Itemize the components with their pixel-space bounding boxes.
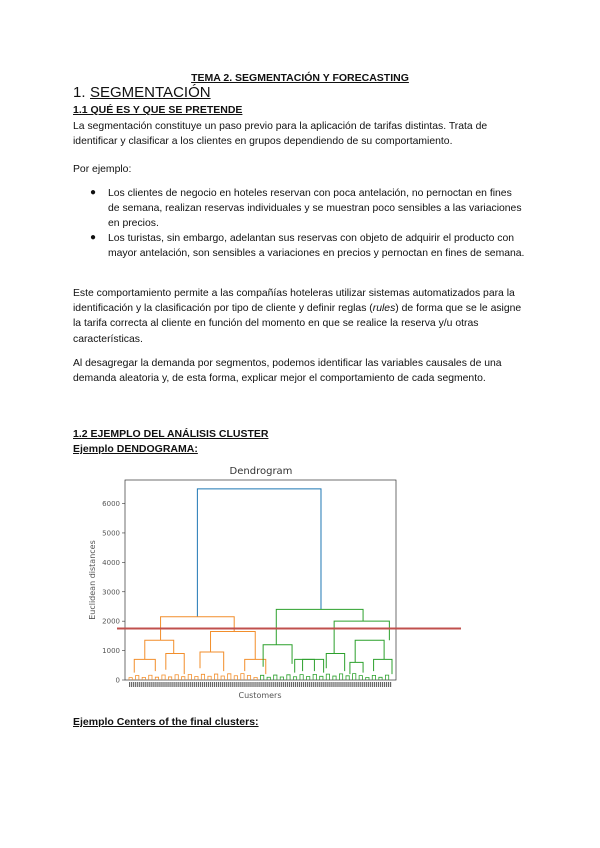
leaf-link: [175, 675, 178, 680]
dendrogram-links: [134, 489, 392, 674]
leaf-label-mark: [137, 682, 138, 687]
leaf-label-mark: [194, 682, 195, 687]
leaf-label-mark: [303, 682, 304, 687]
y-axis: [102, 500, 125, 684]
leaf-link: [293, 677, 296, 680]
leaf-label-mark: [135, 682, 136, 687]
leaf-label-mark: [287, 682, 288, 687]
leaf-label-mark: [388, 682, 389, 687]
leaf-label-mark: [238, 682, 239, 687]
example-lead: Por ejemplo:: [73, 164, 132, 175]
leaf-label-mark: [204, 682, 205, 687]
leaf-label-mark: [230, 682, 231, 687]
leaf-label-mark: [305, 682, 306, 687]
leaf-link: [353, 674, 356, 680]
leaf-label-mark: [176, 682, 177, 687]
leaf-label-mark: [333, 682, 334, 687]
leaf-label-mark: [244, 682, 245, 687]
leaf-label-mark: [214, 682, 215, 687]
leaf-label-mark: [382, 682, 383, 687]
leaf-label-mark: [362, 682, 363, 687]
dendrogram-link: [263, 645, 292, 667]
bullet-icon: ●: [90, 187, 97, 198]
dendrogram-chart: [85, 458, 465, 703]
leaf-label-mark: [165, 682, 166, 687]
leaf-label-mark: [256, 682, 257, 687]
leaf-link: [333, 676, 336, 680]
leaf-label-mark: [301, 682, 302, 687]
bullet-item-business: Los clientes de negocio en hoteles reservan con poca antelación, no pernoctan en fines de semana, realizan reservas individuales y se muestran poco sensibles a las variaciones en precios.: [108, 188, 522, 230]
leaf-label-mark: [131, 682, 132, 687]
leaf-label-mark: [212, 682, 213, 687]
leaf-label-mark: [141, 682, 142, 687]
leaf-label-mark: [368, 682, 369, 687]
leaf-link: [300, 675, 303, 680]
leaf-label-mark: [171, 682, 172, 687]
dendrogram-link: [197, 489, 321, 617]
leaf-link: [234, 676, 237, 680]
leaf-label-mark: [190, 682, 191, 687]
subsection-title-1-1: 1.1 QUÉ ES Y QUE SE PRETENDE: [73, 104, 243, 116]
subsection-title-1-2: 1.2 EJEMPLO DEL ANÁLISIS CLUSTER: [73, 428, 269, 440]
leaf-label-mark: [295, 682, 296, 687]
section-number: 1.: [73, 84, 86, 101]
leaf-label-mark: [200, 682, 201, 687]
leaf-label-mark: [297, 682, 298, 687]
leaf-label-mark: [285, 682, 286, 687]
leaf-link: [221, 676, 224, 680]
dendrogram-link: [200, 652, 224, 671]
document-title: TEMA 2. SEGMENTACIÓN Y FORECASTING: [191, 72, 409, 84]
leaf-link: [241, 674, 244, 680]
leaf-label-mark: [222, 682, 223, 687]
leaf-label-mark: [293, 682, 294, 687]
leaf-link: [261, 675, 264, 680]
rules-term: rules: [372, 303, 396, 315]
leaf-label-mark: [153, 682, 154, 687]
section-title: SEGMENTACIÓN: [90, 84, 211, 101]
leaf-label-mark: [218, 682, 219, 687]
leaf-label-mark: [372, 682, 373, 687]
leaf-label-mark: [263, 682, 264, 687]
leaf-label-mark: [319, 682, 320, 687]
leaf-link: [182, 677, 185, 680]
dendrogram-link: [145, 640, 174, 659]
leaf-label-mark: [246, 682, 247, 687]
leaf-label-mark: [234, 682, 235, 687]
leaf-label-mark: [159, 682, 160, 687]
leaf-label-mark: [390, 682, 391, 687]
leaf-label-mark: [149, 682, 150, 687]
leaf-link: [247, 676, 250, 680]
leaf-label-mark: [129, 682, 130, 687]
leaf-label-mark: [236, 682, 237, 687]
leaf-label-mark: [343, 682, 344, 687]
leaf-label-mark: [240, 682, 241, 687]
leaf-label-mark: [352, 682, 353, 687]
leaf-label-mark: [279, 682, 280, 687]
leaf-link: [280, 677, 283, 680]
leaf-label-mark: [283, 682, 284, 687]
y-tick-label: 6000: [102, 500, 120, 509]
leaf-link: [366, 678, 369, 680]
leaf-label-mark: [139, 682, 140, 687]
dendrogram-link: [350, 662, 363, 674]
dendrogram-link: [303, 659, 324, 672]
intro-paragraph: La segmentación constituye un paso previo para la aplicación de tarifas distintas. Trata de identificar y clasificar a los clientes en grupos dependiendo de su comportamiento.: [73, 121, 488, 148]
leaf-label-mark: [174, 682, 175, 687]
leaf-label-mark: [210, 682, 211, 687]
leaf-link: [287, 675, 290, 680]
leaf-link: [267, 677, 270, 680]
leaf-link: [136, 675, 139, 680]
leaf-label-mark: [309, 682, 310, 687]
leaf-label-mark: [147, 682, 148, 687]
dendrogram-link: [134, 659, 155, 672]
leaf-link: [274, 675, 277, 680]
leaf-label-mark: [188, 682, 189, 687]
leaf-link: [359, 676, 362, 680]
leaf-label-mark: [261, 682, 262, 687]
leaf-label-mark: [250, 682, 251, 687]
leaf-label-mark: [271, 682, 272, 687]
leaf-label-mark: [163, 682, 164, 687]
leaf-label-mark: [366, 682, 367, 687]
y-tick-label: 3000: [102, 588, 120, 597]
leaf-label-mark: [178, 682, 179, 687]
leaf-link: [155, 677, 158, 680]
dendrogram-link: [211, 631, 256, 659]
y-tick-label: 4000: [102, 558, 120, 567]
leaf-label-mark: [281, 682, 282, 687]
leaf-label-mark: [208, 682, 209, 687]
leaf-link: [385, 675, 388, 680]
leaf-label-mark: [273, 682, 274, 687]
leaf-label-mark: [289, 682, 290, 687]
leaf-link: [188, 675, 191, 680]
dendrogram-link: [245, 659, 266, 674]
leaf-link: [168, 677, 171, 680]
leaf-label-mark: [216, 682, 217, 687]
leaf-link: [339, 674, 342, 680]
leaf-label-mark: [258, 682, 259, 687]
leaf-label-mark: [169, 682, 170, 687]
leaf-link: [320, 676, 323, 680]
leaf-label-mark: [267, 682, 268, 687]
leaf-label-mark: [151, 682, 152, 687]
leaf-label-mark: [291, 682, 292, 687]
chart-title: Dendrogram: [229, 466, 293, 477]
leaf-label-mark: [232, 682, 233, 687]
dendrogram-link: [295, 659, 315, 672]
leaf-label-mark: [226, 682, 227, 687]
leaf-label-mark: [157, 682, 158, 687]
leaf-label-mark: [335, 682, 336, 687]
leaf-link: [201, 674, 204, 680]
leaf-label-mark: [252, 682, 253, 687]
dendrogram-link: [166, 654, 184, 675]
leaf-label-mark: [347, 682, 348, 687]
leaf-label-mark: [265, 682, 266, 687]
bullet-item-tourists: Los turistas, sin embargo, adelantan sus reservas con objeto de adquirir el producto con mayor antelación, son sensibles a variaciones en precios y pernoctan en fines de semana.: [108, 233, 525, 260]
leaf-label-mark: [384, 682, 385, 687]
leaf-label-mark: [321, 682, 322, 687]
leaf-label-mark: [180, 682, 181, 687]
leaf-label-mark: [155, 682, 156, 687]
section-heading: [73, 84, 211, 101]
leaf-link: [208, 676, 211, 680]
leaf-label-mark: [331, 682, 332, 687]
leaf-label-mark: [254, 682, 255, 687]
leaf-label-mark: [311, 682, 312, 687]
leaf-label-mark: [196, 682, 197, 687]
leaf-label-mark: [269, 682, 270, 687]
y-axis-label: Euclidean distances: [88, 540, 97, 620]
leaf-label-mark: [145, 682, 146, 687]
dendrogram-link: [276, 609, 363, 644]
leaf-label-mark: [186, 682, 187, 687]
leaf-link: [313, 674, 316, 680]
leaf-label-mark: [380, 682, 381, 687]
leaf-label-mark: [329, 682, 330, 687]
leaf-label-mark: [184, 682, 185, 687]
behaviour-text-a: Este comportamiento permite a las compañías hoteleras utilizar sistemas automatizados para la identificación y la clasificación por tipo de cliente y definir reglas (: [73, 288, 515, 315]
y-tick-label: 5000: [102, 529, 120, 538]
leaf-label-mark: [307, 682, 308, 687]
leaf-link: [307, 677, 310, 680]
segments-paragraph: Al desagregar la demanda por segmentos, podemos identificar las variables causales de una demanda aleatoria y, de esta forma, explicar mejor el comportamiento de cada segmento.: [73, 358, 502, 385]
y-tick-label: 0: [115, 676, 120, 685]
leaf-label-mark: [360, 682, 361, 687]
leaf-label-mark: [386, 682, 387, 687]
leaf-label-mark: [299, 682, 300, 687]
leaf-link: [129, 678, 132, 680]
behaviour-text-b: ) de forma que se le asigne la tarifa correcta al cliente en función del momento en que se realice la reserva y/u otras características.: [73, 303, 522, 345]
leaf-label-mark: [339, 682, 340, 687]
leaf-label-mark: [161, 682, 162, 687]
leaf-label-mark: [198, 682, 199, 687]
leaf-label-mark: [364, 682, 365, 687]
leaf-label-mark: [345, 682, 346, 687]
leaf-label-mark: [248, 682, 249, 687]
behaviour-paragraph: [73, 286, 525, 347]
centers-heading: Ejemplo Centers of the final clusters:: [73, 716, 259, 728]
leaf-label-mark: [143, 682, 144, 687]
leaf-label-mark: [341, 682, 342, 687]
leaf-label-mark: [378, 682, 379, 687]
leaf-link: [214, 674, 217, 680]
leaf-link: [195, 676, 198, 680]
leaf-label-mark: [317, 682, 318, 687]
leaf-link: [379, 677, 382, 680]
leaf-label-mark: [228, 682, 229, 687]
dendrogram-link: [326, 654, 344, 672]
leaf-link: [326, 674, 329, 680]
leaf-label-mark: [192, 682, 193, 687]
leaf-label-mark: [327, 682, 328, 687]
y-tick-label: 2000: [102, 617, 120, 626]
leaf-label-mark: [202, 682, 203, 687]
leaf-link: [372, 675, 375, 680]
leaf-label-mark: [220, 682, 221, 687]
leaf-label-mark: [313, 682, 314, 687]
leaf-label-mark: [376, 682, 377, 687]
y-tick-label: 1000: [102, 647, 120, 656]
leaf-label-mark: [242, 682, 243, 687]
dendrogram-link: [334, 621, 389, 653]
leaf-label-mark: [370, 682, 371, 687]
dendrogram-link: [374, 659, 392, 674]
leaf-label-mark: [182, 682, 183, 687]
leaf-label-mark: [275, 682, 276, 687]
leaf-label-mark: [277, 682, 278, 687]
leaf-label-mark: [167, 682, 168, 687]
leaf-label-mark: [374, 682, 375, 687]
leaf-label-mark: [337, 682, 338, 687]
leaf-link: [228, 674, 231, 680]
leaf-label-mark: [354, 682, 355, 687]
leaf-label-mark: [356, 682, 357, 687]
bullet-icon: ●: [90, 232, 97, 243]
leaf-label-mark: [350, 682, 351, 687]
leaf-link: [346, 676, 349, 680]
leaf-label-mark: [133, 682, 134, 687]
dendrogram-heading: Ejemplo DENDOGRAMA:: [73, 443, 198, 455]
leaf-label-mark: [224, 682, 225, 687]
leaf-link: [142, 677, 145, 680]
leaf-label-mark: [315, 682, 316, 687]
leaf-label-mark: [358, 682, 359, 687]
leaf-label-mark: [206, 682, 207, 687]
leaf-link: [149, 675, 152, 680]
leaf-label-mark: [323, 682, 324, 687]
leaf-link: [162, 675, 165, 680]
x-axis-label: Customers: [238, 691, 282, 700]
leaf-link: [254, 677, 257, 680]
leaf-label-mark: [325, 682, 326, 687]
